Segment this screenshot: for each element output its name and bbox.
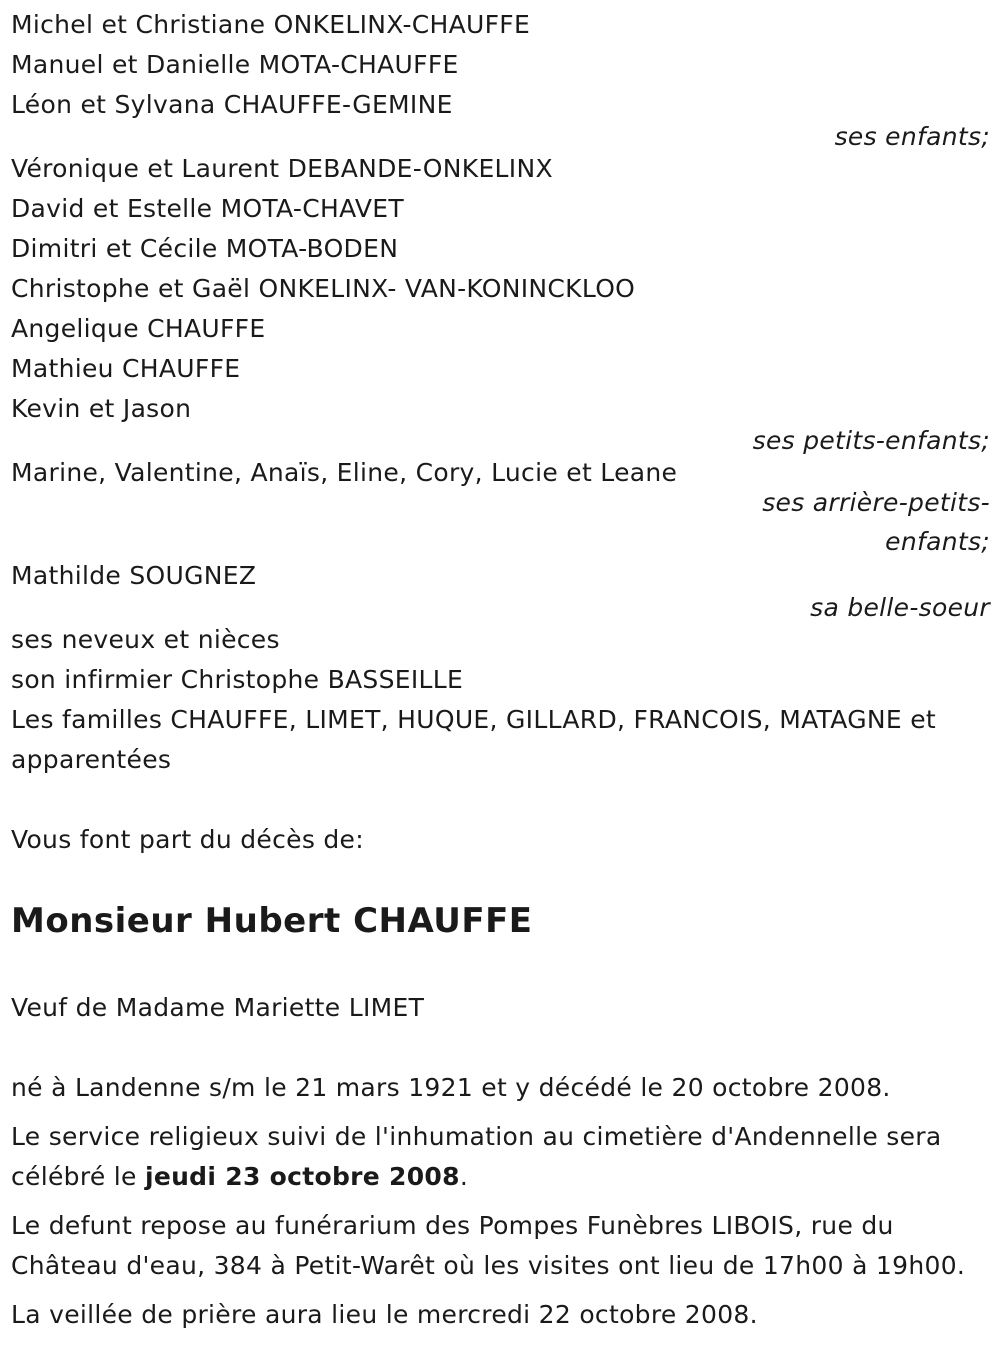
child-name: Michel et Christiane ONKELINX-CHAUFFE <box>11 10 531 39</box>
grandchild-name: Dimitri et Cécile MOTA-BODEN <box>11 234 399 263</box>
service-line2-prefix: célébré le <box>11 1162 145 1191</box>
grandchild-name: Mathieu CHAUFFE <box>11 354 241 383</box>
other-relatives-section <box>11 620 990 780</box>
widower-of: Veuf de Madame Mariette LIMET <box>11 993 425 1022</box>
service-line1: Le service religieux suivi de l'inhumation au cimetière d'Andennelle sera <box>11 1122 942 1151</box>
grandchild-name: Kevin et Jason <box>11 394 192 423</box>
sister-in-law-role-label: sa belle-soeur <box>810 593 990 622</box>
grandchild-name: David et Estelle MOTA-CHAVET <box>11 194 404 223</box>
great-grandchildren-section <box>11 453 990 561</box>
grandchild-name: Angelique CHAUFFE <box>11 314 266 343</box>
rest-info <box>11 1206 990 1286</box>
service-line2-suffix: . <box>459 1162 469 1191</box>
great-grandchildren-names: Marine, Valentine, Anaïs, Eline, Cory, Lucie et Leane <box>11 458 678 487</box>
service-info <box>11 1117 990 1197</box>
announcement: Vous font part du décès de: <box>11 825 364 854</box>
nephews-nieces: ses neveux et nièces <box>11 625 280 654</box>
grandchild-name: Véronique et Laurent DEBANDE-ONKELINX <box>11 154 553 183</box>
rest-line2: Château d'eau, 384 à Petit-Warêt où les visites ont lieu de 17h00 à 19h00. <box>11 1251 966 1280</box>
birth-death-info: né à Landenne s/m le 21 mars 1921 et y décédé le 20 octobre 2008. <box>11 1073 891 1102</box>
families-line2: apparentées <box>11 745 172 774</box>
sister-in-law-section <box>11 556 990 622</box>
deceased-name: Monsieur Hubert CHAUFFE <box>11 901 533 941</box>
grandchildren-role-label: ses petits-enfants; <box>752 426 990 455</box>
sister-in-law-name: Mathilde SOUGNEZ <box>11 561 257 590</box>
children-role-label: ses enfants; <box>834 122 990 151</box>
families-line1: Les familles CHAUFFE, LIMET, HUQUE, GILLARD, FRANCOIS, MATAGNE et <box>11 705 937 734</box>
great-grandchildren-role-line1: ses arrière-petits- <box>762 488 990 517</box>
great-grandchildren-role-line2: enfants; <box>885 527 990 556</box>
child-name: Léon et Sylvana CHAUFFE-GEMINE <box>11 90 453 119</box>
service-line2 <box>11 1157 990 1197</box>
child-name: Manuel et Danielle MOTA-CHAUFFE <box>11 50 459 79</box>
rest-line1: Le defunt repose au funérarium des Pompes Funèbres LIBOIS, rue du <box>11 1211 894 1240</box>
grandchildren-section <box>11 149 990 455</box>
vigil-info: La veillée de prière aura lieu le mercredi 22 octobre 2008. <box>11 1300 758 1329</box>
great-grandchildren-role-label <box>11 483 990 561</box>
grandchild-name: Christophe et Gaël ONKELINX- VAN-KONINCKLOO <box>11 274 636 303</box>
funeral-details <box>11 1068 990 1335</box>
children-section <box>11 5 990 151</box>
service-date: jeudi 23 octobre 2008 <box>144 1162 460 1191</box>
nurse: son infirmier Christophe BASSEILLE <box>11 665 464 694</box>
